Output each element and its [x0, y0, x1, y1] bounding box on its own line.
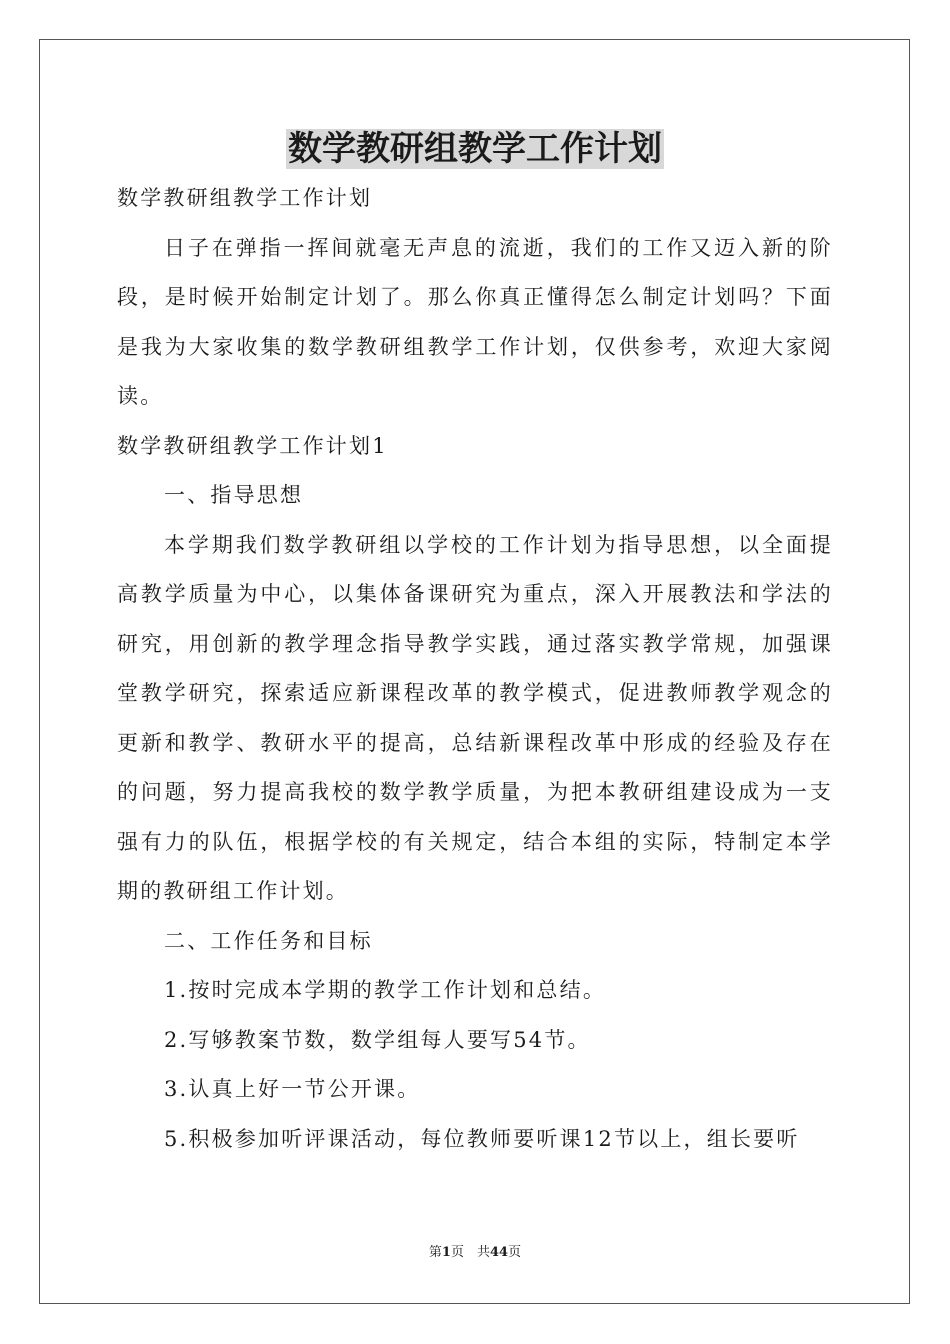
page-label-prefix: 第 — [428, 1245, 442, 1260]
document-body — [117, 174, 833, 1164]
list-item: 1.按时完成本学期的教学工作计划和总结。 — [164, 978, 607, 1002]
heading-tasks-goals: 二、工作任务和目标 — [164, 928, 373, 953]
document-subtitle: 数学教研组教学工作计划 — [117, 186, 373, 210]
list-item: 3.认真上好一节公开课。 — [164, 1077, 421, 1101]
intro-paragraph: 日子在弹指一挥间就毫无声息的流逝，我们的工作又迈入新的阶段，是时候开始制定计划了。那么你真正懂得怎么制定计划吗？下面是我为大家收集的数学教研组教学工作计划，仅供参考，欢迎大家阅读。 — [117, 235, 833, 408]
document-title — [0, 124, 950, 174]
guiding-principle-paragraph: 本学期我们数学教研组以学校的工作计划为指导思想，以全面提高教学质量为中心，以集体备课研究为重点，深入开展教法和学法的研究，用创新的教学理念指导教学实践，通过落实教学常规，加强课堂教学研究，探索适应新课程改革的教学模式，促进教师教学观念的更新和教学、教研水平的提高，总结新课程改革中形成的经验及存在的问题，努力提高我校的数学教学质量，为把本教研组建设成为一支强有力的队伍，根据学校的有关规定，结合本组的实际，特制定本学期的教研组工作计划。 — [117, 532, 833, 903]
heading-guiding-principle: 一、指导思想 — [164, 483, 304, 507]
page-footer — [0, 1243, 950, 1263]
current-page-number: 1 — [441, 1245, 451, 1260]
document-title-text: 数学教研组教学工作计划 — [288, 129, 662, 169]
page-label-suffix: 页 — [508, 1245, 522, 1260]
page-label-mid: 页 共 — [450, 1245, 490, 1260]
list-item: 2.写够教案节数，数学组每人要写54节。 — [164, 1027, 591, 1052]
list-item: 5.积极参加听评课活动，每位教师要听课12节以上，组长要听 — [164, 1126, 800, 1151]
total-page-count: 44 — [489, 1245, 509, 1260]
section-title: 数学教研组教学工作计划1 — [117, 433, 388, 458]
